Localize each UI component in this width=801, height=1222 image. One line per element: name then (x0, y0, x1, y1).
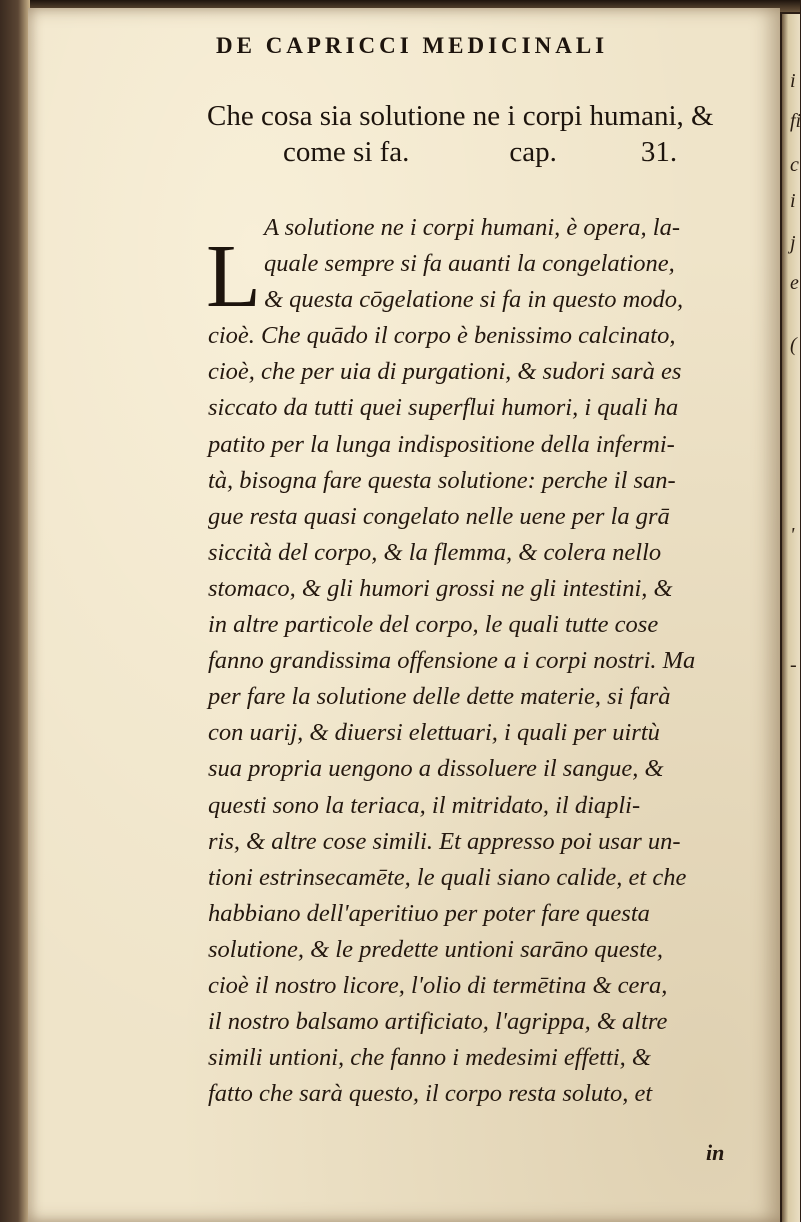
next-page-edge (782, 14, 800, 1222)
text-line: tà, bisogna fare questa solutione: perche il san- (208, 466, 676, 494)
text-line: gue resta quasi congelato nelle uene per la grā (208, 502, 670, 530)
text-line: ris, & altre cose simili. Et appresso poi usar un- (208, 827, 681, 855)
text-line: in altre particole del corpo, le quali tutte cose (208, 611, 659, 639)
text-line: simili untioni, che fanno i medesimi effetti, & (208, 1044, 651, 1072)
text-line: quale sempre si fa auanti la congelatione, (264, 250, 675, 278)
text-line: il nostro balsamo artificiato, l'agrippa, & altre (208, 1008, 668, 1036)
text-line: stomaco, & gli humori grossi ne gli intestini, & (208, 574, 673, 602)
next-page-fragment: - (790, 654, 797, 676)
text-line: cioè il nostro licore, l'olio di termētina & cera, (208, 971, 668, 999)
text-line: fatto che sarà questo, il corpo resta soluto, et (208, 1080, 653, 1108)
chapter-cap-label: cap. (509, 136, 557, 168)
text-line: fanno grandissima offensione a i corpi nostri. Ma (208, 647, 696, 675)
text-line: cioè, che per uia di purgationi, & sudori sarà es (208, 358, 682, 386)
next-page-fragment: fi (790, 110, 801, 132)
next-page-fragment: i (790, 70, 796, 92)
chapter-number: 31. (640, 136, 678, 168)
running-head: DE CAPRICCI MEDICINALI (216, 33, 609, 58)
text-line: questi sono la teriaca, il mitridato, il diapli- (208, 791, 641, 819)
next-page-fragment: e (790, 272, 799, 294)
text-line: siccità del corpo, & la flemma, & colera nello (208, 538, 662, 566)
text-line: cioè. Che quādo il corpo è benissimo calcinato, (208, 322, 676, 350)
text-line: per fare la solutione delle dette materie, si farà (208, 683, 671, 711)
text-line: con uarij, & diuersi elettuari, i quali per uirtù (208, 719, 660, 747)
drop-cap-initial: L (206, 227, 261, 326)
body-text (208, 210, 756, 1112)
text-line: sua propria uengono a dissoluere il sangue, & (208, 755, 664, 783)
text-line: solutione, & le predette untioni sarāno queste, (208, 935, 664, 963)
next-page-fragment: c (790, 154, 799, 176)
next-page-fragment: ' (790, 524, 795, 546)
text-line: & questa cōgelatione si fa in questo modo, (264, 286, 684, 314)
chapter-title-line-1: Che cosa sia solutione ne i corpi humani, & (207, 100, 714, 132)
text-line: habbiano dell'aperitiuo per poter fare questa (208, 899, 650, 927)
chapter-title-line-2 (207, 134, 767, 170)
chapter-title-continuation: come si fa. (283, 136, 410, 168)
text-line: siccato da tutti quei superflui humori, i quali ha (208, 394, 679, 422)
text-line: tioni estrinsecamēte, le quali siano calide, et che (208, 863, 687, 891)
text-line: A solutione ne i corpi humani, è opera, la- (264, 214, 680, 241)
next-page-fragment: i (790, 190, 796, 212)
text-line: patito per la lunga indispositione della infermi- (208, 430, 675, 458)
catchword: in (706, 1140, 725, 1165)
chapter-title (207, 98, 767, 170)
book-spine (0, 0, 30, 1222)
next-page-fragment: ( (790, 334, 797, 356)
next-page-fragment: j (790, 232, 796, 254)
